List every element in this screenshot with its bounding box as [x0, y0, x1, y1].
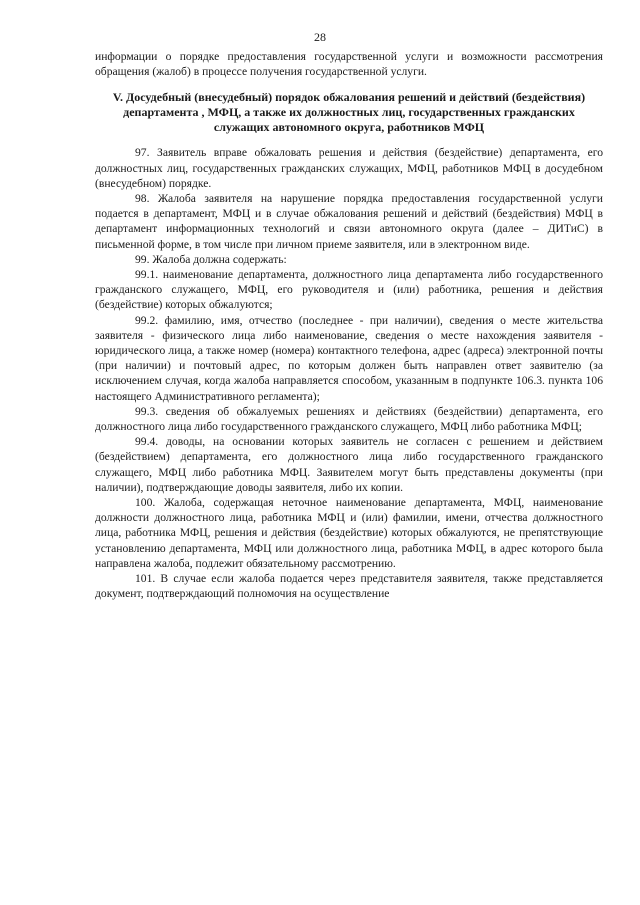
- paragraph-99-2: 99.2. фамилию, имя, отчество (последнее - при наличии), сведения о месте жительства заявителя - физического лица либо наименование, сведения о месте нахождения заявителя - юридического лица, а также номер (номера) контактного телефона, адрес (адреса) электронной почты (при наличии) и почтовый адрес, по которым должен быть направлен ответ заявителю (за исключением случая, когда жалоба направляется способом, указанным в подпункте 106.3. пункта 106 настоящего Административного регламента);: [95, 313, 603, 403]
- lead-paragraph: информации о порядке предоставления государственной услуги и возможности рассмотрения обращения (жалоб) в процессе получения государственной услуги.: [95, 50, 603, 79]
- paragraph-97: 97. Заявитель вправе обжаловать решения и действия (бездействие) департамента, его должностных лиц, государственных гражданских служащих, МФЦ, работников МФЦ в досудебном (внесудебном) порядке.: [95, 146, 603, 190]
- page-content: [95, 49, 603, 602]
- paragraph-99-3: 99.3. сведения об обжалуемых решениях и действиях (бездействии) департамента, его должностного лица либо государственного гражданского служащего, МФЦ либо работника МФЦ;: [95, 404, 603, 434]
- paragraph-100: 100. Жалоба, содержащая неточное наименование департамента, МФЦ, наименование должности должностного лица, работника МФЦ и (или) фамилии, имени, отчества должностного лица, работника МФЦ, решения и действия (бездействие) которых обжалуются, не препятствующие установлению департамента, МФЦ или должностного лица, работника МФЦ, в адрес которого была направлена жалоба, подлежит обязательному рассмотрению.: [95, 496, 603, 570]
- page-number: 28: [314, 30, 326, 44]
- paragraph-99: 99. Жалоба должна содержать:: [135, 252, 287, 266]
- paragraph-101: 101. В случае если жалоба подается через представителя заявителя, также представляется документ, подтверждающий полномочия на осуществление: [95, 572, 603, 601]
- paragraph-99-1: 99.1. наименование департамента, должностного лица департамента либо государственного гражданского служащего, МФЦ, его руководителя и (или) работника, решения и действия (бездействие) которых обжалуются;: [95, 268, 603, 312]
- section-heading: V. Досудебный (внесудебный) порядок обжалования решений и действий (бездействия) департамента , МФЦ, а также их должностных лиц, государственных гражданских служащих автономного округа, работников МФЦ: [112, 90, 586, 135]
- paragraph-99-4: 99.4. доводы, на основании которых заявитель не согласен с решением и действием (бездействием) департамента, его должностного лица либо государственного гражданского служащего, МФЦ либо работника МФЦ. Заявителем могут быть представлены документы (при наличии), подтверждающие доводы заявителя, либо их копии.: [95, 435, 603, 494]
- paragraph-98: 98. Жалоба заявителя на нарушение порядка предоставления государственной услуги подается в департамент, МФЦ и в случае обжалования решений и действий (бездействия) МФЦ в департамент информационных технологий и связи автономного округа (далее – ДИТиС) в письменной форме, в том числе при личном приеме заявителя, или в электронном виде.: [95, 192, 603, 251]
